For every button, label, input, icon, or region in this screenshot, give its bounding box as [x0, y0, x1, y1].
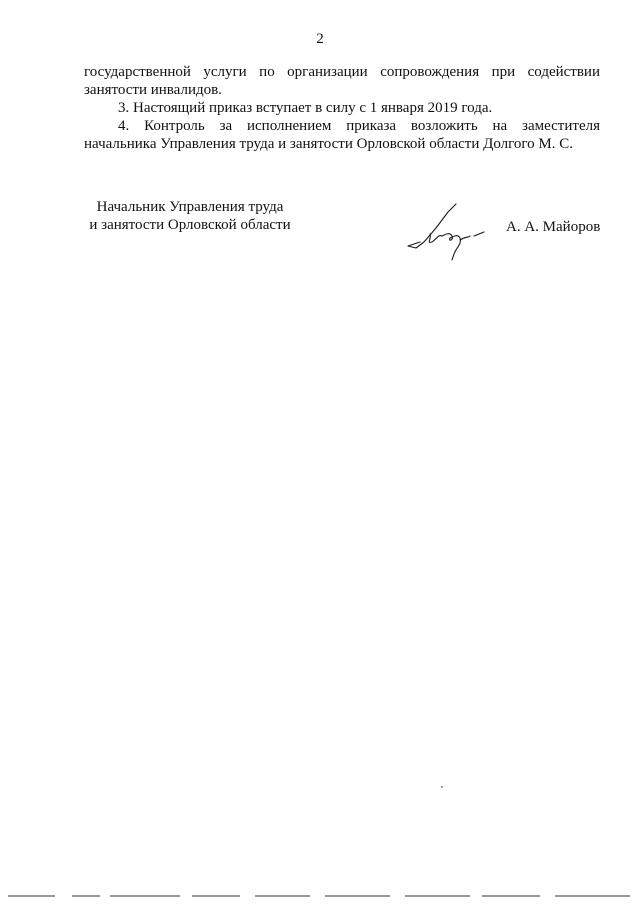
- paragraph-3-line-1: 3. Настоящий приказ вступает в силу с 1 января 2019 года.: [118, 100, 493, 116]
- paragraph-2-line-2: занятости инвалидов.: [84, 82, 222, 98]
- signatory-title: [80, 198, 300, 234]
- paragraph-2-line-1: государственной услуги по организации сопровождения при содействии: [84, 64, 600, 80]
- signatory-title-line-1: Начальник Управления труда: [96, 199, 284, 215]
- paragraph-4-line-2: начальника Управления труда и занятости Орловской области Долгого М. С.: [84, 136, 574, 152]
- handwritten-signature-icon: [396, 198, 506, 268]
- paragraph-3: [84, 99, 600, 117]
- page-number: 2: [316, 31, 324, 47]
- signatory-title-line-2: и занятости Орловской области: [89, 217, 291, 233]
- document-body: [84, 63, 600, 153]
- speck-mark: [441, 786, 443, 788]
- signature-block: [0, 198, 640, 258]
- paragraph-2-continuation: [84, 63, 600, 99]
- signatory-name: А. А. Майоров: [506, 219, 601, 235]
- footer-scan-lines: [0, 895, 640, 899]
- paragraph-4-line-1: 4. Контроль за исполнением приказа возложить на заместителя: [118, 118, 600, 134]
- paragraph-4: [84, 117, 600, 153]
